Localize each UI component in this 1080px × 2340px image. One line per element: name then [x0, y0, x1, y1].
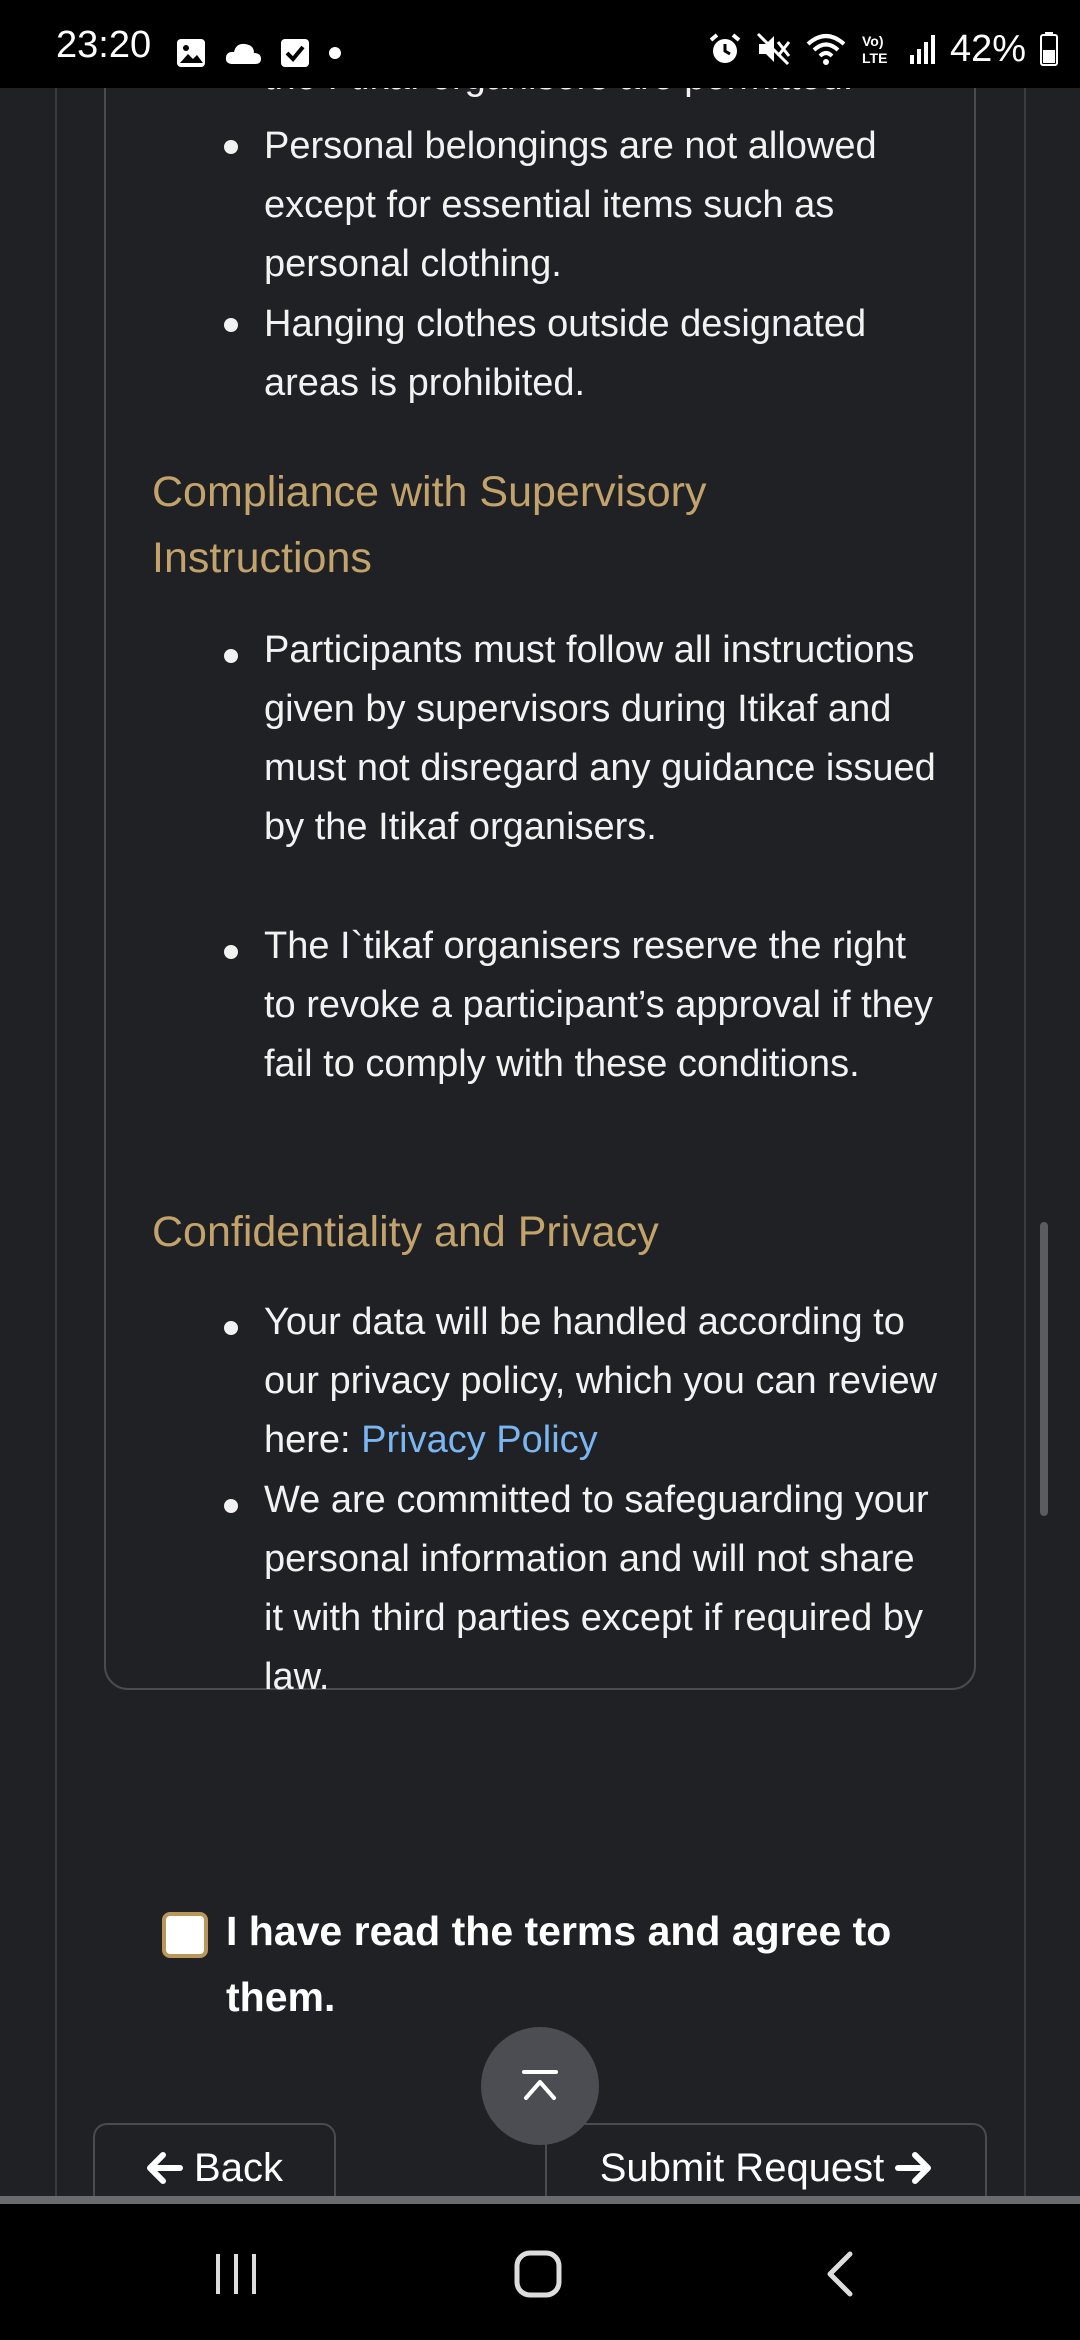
- check-square-icon: [280, 38, 310, 68]
- privacy-bullet-1: [264, 1293, 944, 1470]
- volte-icon: [860, 31, 894, 67]
- status-time: 23:20: [56, 24, 152, 66]
- cloud-icon: [224, 40, 262, 66]
- privacy-bullet-2: We are committed to safeguarding your personal information and will not share it with third parties except if required by law.: [264, 1479, 929, 1698]
- back-button-label: Back: [194, 2145, 283, 2190]
- status-right-icons: [708, 30, 1058, 68]
- dot-icon: [328, 46, 342, 60]
- image-icon: [176, 38, 206, 68]
- battery-icon: [1040, 32, 1058, 66]
- recents-icon[interactable]: [214, 2252, 258, 2296]
- web-content: [0, 88, 1080, 2198]
- privacy-policy-link[interactable]: Privacy Policy: [361, 1419, 598, 1461]
- alarm-icon: [708, 32, 742, 66]
- arrow-left-icon: [146, 2151, 182, 2185]
- status-left-icons: [176, 38, 342, 68]
- arrow-right-icon: [896, 2151, 932, 2185]
- privacy-heading: Confidentiality and Privacy: [152, 1208, 659, 1256]
- compliance-heading: Compliance with Supervisory Instructions: [152, 468, 707, 582]
- battery-percent: 42%: [949, 28, 1026, 70]
- bullet-dot: [224, 140, 238, 154]
- bullet-dot: [224, 649, 238, 663]
- privacy-bullet-1-text: Your data will be handled according to our privacy policy, which you can review here:: [264, 1301, 938, 1461]
- bullet-dot: [224, 1321, 238, 1335]
- back-nav-icon[interactable]: [824, 2250, 856, 2298]
- bullet-dot: [224, 1499, 238, 1513]
- belongings-bullet-2: Hanging clothes outside designated areas is prohibited.: [264, 303, 867, 404]
- scroll-to-top-button[interactable]: [481, 2027, 599, 2145]
- compliance-bullet-2: The I`tikaf organisers reserve the right to revoke a participant’s approval if they fail to comply with these conditions.: [264, 925, 933, 1085]
- bullet-dot: [224, 945, 238, 959]
- wifi-icon: [806, 32, 846, 66]
- submit-button-label: Submit Request: [599, 2145, 885, 2190]
- agree-checkbox[interactable]: [162, 1912, 208, 1958]
- svg-text:LTE: LTE: [861, 50, 888, 66]
- mute-icon: [756, 32, 792, 66]
- bullet-dot: [224, 318, 238, 332]
- chevron-up-icon: [520, 2066, 560, 2106]
- home-icon[interactable]: [514, 2250, 562, 2298]
- compliance-bullet-1: Participants must follow all instructions given by supervisors during Itikaf and must not disregard any guidance issued by the Itikaf organisers.: [264, 629, 936, 848]
- signal-icon: [908, 33, 936, 65]
- status-bar: [0, 0, 1080, 88]
- svg-text:Vo): Vo): [861, 33, 884, 49]
- horizontal-scrollbar: [0, 2196, 1080, 2204]
- belongings-bullet-1: Personal belongings are not allowed except for essential items such as personal clothing.: [264, 125, 877, 285]
- system-nav-bar: [0, 2204, 1080, 2340]
- agree-label[interactable]: I have read the terms and agree to them.: [226, 1908, 892, 2020]
- vertical-scrollbar[interactable]: [1040, 1222, 1048, 1516]
